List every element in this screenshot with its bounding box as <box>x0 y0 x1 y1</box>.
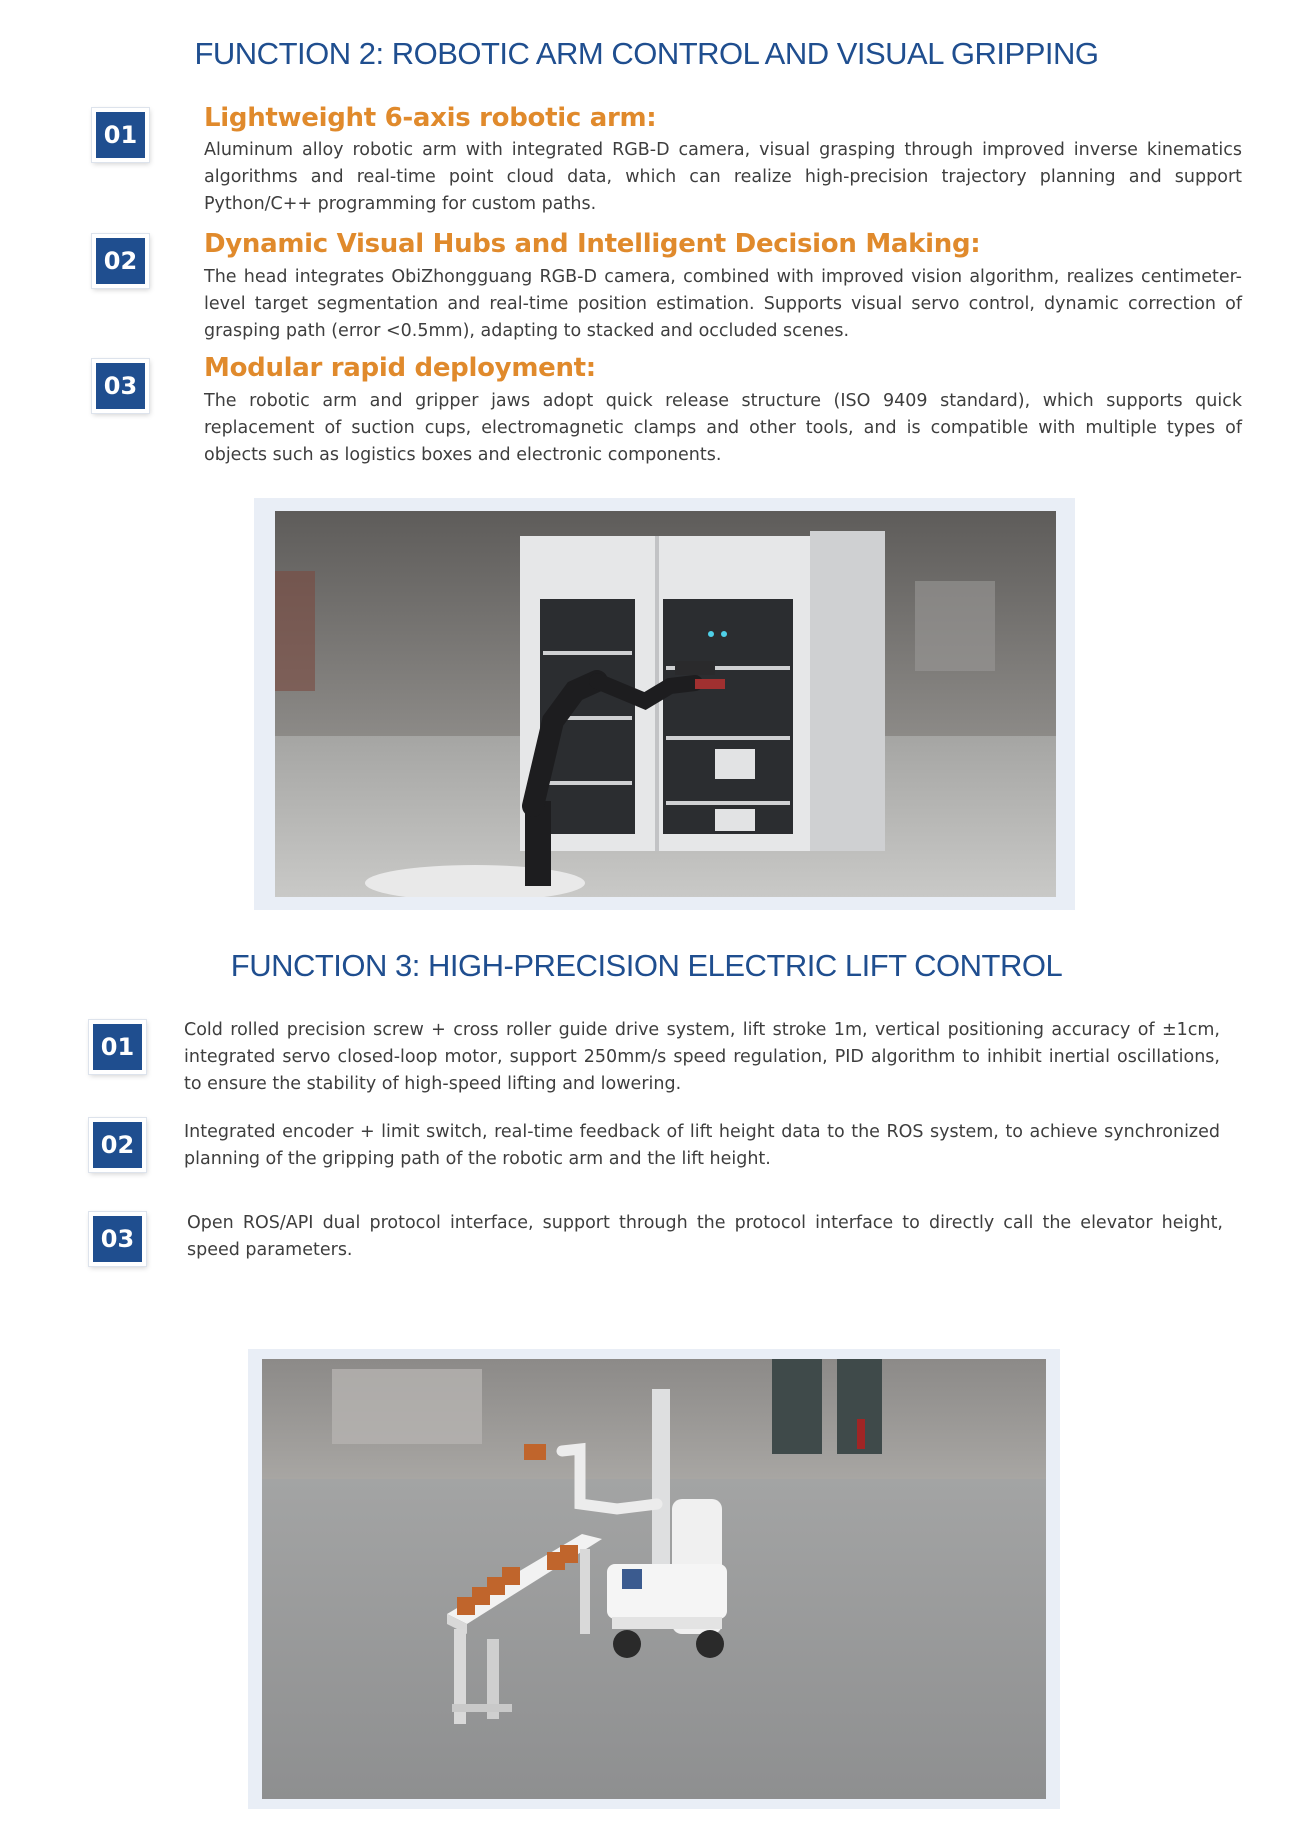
badge-number: 01 <box>96 112 145 158</box>
number-badge <box>92 234 149 288</box>
item-description: The robotic arm and gripper jaws adopt quick release structure (ISO 9409 standard), which supports quick replacement of suction cups, electromagnetic clamps and other tools, and is compatible with multiple types of objects such as logistics boxes and electronic components. <box>204 391 1242 465</box>
number-badge <box>89 1118 146 1172</box>
number-badge <box>89 1212 146 1266</box>
item-heading: Dynamic Visual Hubs and Intelligent Decision Making: <box>204 229 981 259</box>
badge-number: 01 <box>93 1024 142 1070</box>
badge-number: 02 <box>96 238 145 284</box>
function3-title: FUNCTION 3: HIGH-PRECISION ELECTRIC LIFT CONTROL <box>230 948 1063 983</box>
lift-robot-photo <box>262 1359 1046 1799</box>
item-description: Integrated encoder + limit switch, real-time feedback of lift height data to the ROS system, to achieve synchronized planning of the gripping path of the robotic arm and the lift height. <box>184 1122 1220 1169</box>
item-description: The head integrates ObiZhongguang RGB-D camera, combined with improved vision algorithm, realizes centimeter-level target segmentation and real-time position estimation. Supports visual servo control, dynamic correction of grasping path (error <0.5mm), adapting to stacked and occluded scenes. <box>204 267 1242 341</box>
robotic-arm-cabinet-photo <box>275 511 1056 897</box>
number-badge <box>92 359 149 413</box>
item-description: Aluminum alloy robotic arm with integrated RGB-D camera, visual grasping through improved inverse kinematics algorithms and real-time point cloud data, which can realize high-precision trajectory planning and support Python/C++ programming for custom paths. <box>204 140 1242 214</box>
badge-number: 02 <box>93 1122 142 1168</box>
item-description: Cold rolled precision screw + cross roller guide drive system, lift stroke 1m, vertical positioning accuracy of ±1cm, integrated servo closed-loop motor, support 250mm/s speed regulation, PID algorithm to inhibit inertial oscillations, to ensure the stability of high-speed lifting and lowering. <box>184 1020 1220 1094</box>
item-heading: Lightweight 6-axis robotic arm: <box>204 103 657 133</box>
number-badge <box>89 1020 146 1074</box>
badge-number: 03 <box>93 1216 142 1262</box>
item-description: Open ROS/API dual protocol interface, support through the protocol interface to directly call the elevator height, speed parameters. <box>187 1213 1223 1260</box>
function2-title: FUNCTION 2: ROBOTIC ARM CONTROL AND VISUAL GRIPPING <box>194 36 1099 71</box>
item-heading: Modular rapid deployment: <box>204 353 596 383</box>
badge-number: 03 <box>96 363 145 409</box>
number-badge <box>92 108 149 162</box>
